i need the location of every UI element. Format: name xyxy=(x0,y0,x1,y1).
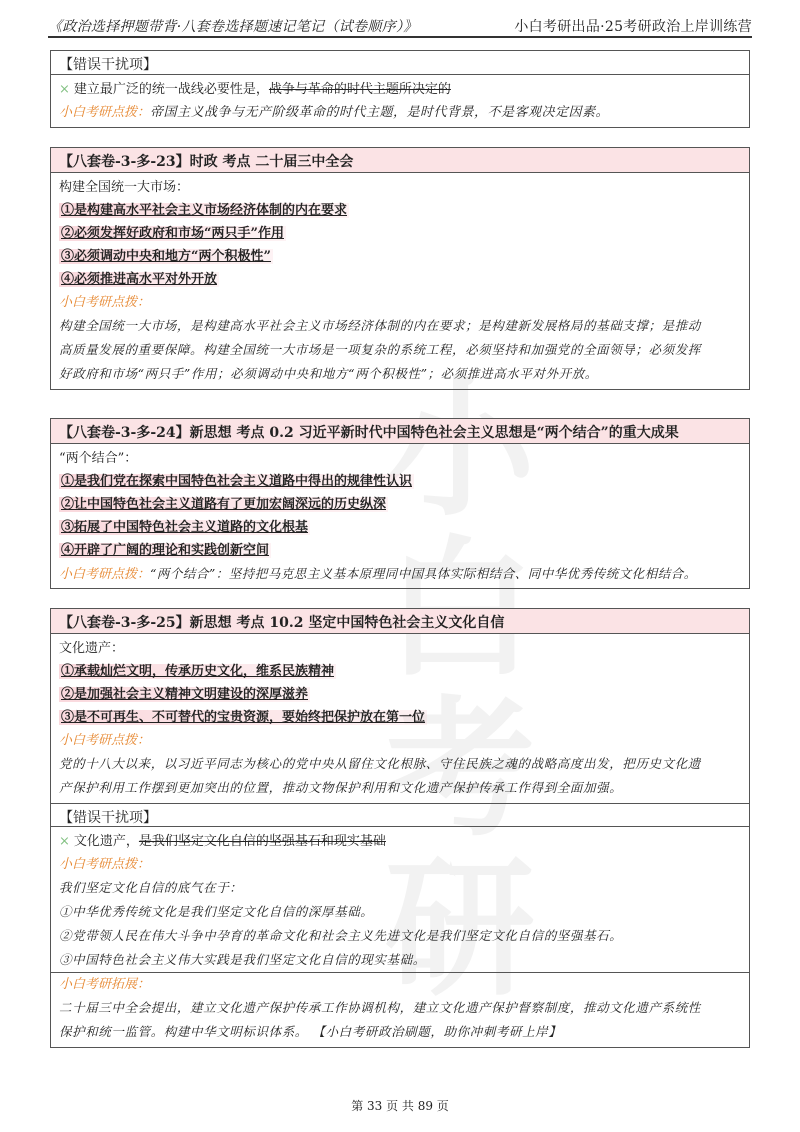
error-distractor-heading: 【错误干扰项】 xyxy=(51,51,749,75)
paragraph-line xyxy=(59,1020,741,1044)
comment-label: 小白考研点拨： xyxy=(59,105,151,120)
paragraph-text: 保护和统一监管。构建中华文明标识体系。 xyxy=(59,1024,308,1039)
wrong-option-text: 建立最广泛的统一战线必要性是， xyxy=(73,82,269,97)
header-title: 《政治选择押题带背·八套卷选择题速记笔记（试卷顺序）》 xyxy=(48,19,418,35)
question-heading-23: 【八套卷-3-多-23】时政 考点 二十届三中全会 xyxy=(51,148,749,173)
comment-label: 小白考研点拨： xyxy=(59,295,151,310)
paragraph-line: 构建全国统一大市场，是构建高水平社会主义市场经济体制的内在要求；是构建新发展格局的基础支撑；是推动 xyxy=(59,318,701,333)
paragraph-line: 高质量发展的重要保障。构建全国统一大市场是一项复杂的系统工程，必须坚持和加强党的全面领导；必须发挥 xyxy=(59,342,701,357)
question-heading-25: 【八套卷-3-多-25】新思想 考点 10.2 坚定中国特色社会主义文化自信 xyxy=(51,609,749,634)
comment-line xyxy=(59,101,741,124)
question-intro: 文化遗产： xyxy=(59,641,125,656)
cross-icon: × xyxy=(59,82,70,97)
wrong-option-text: 文化遗产， xyxy=(73,834,139,849)
wrong-option xyxy=(59,78,741,101)
option-item: ①是我们党在探索中国特色社会主义道路中得出的规律性认识 xyxy=(61,474,413,489)
paragraph-line: ①中华优秀传统文化是我们坚定文化自信的深厚基础。 xyxy=(59,904,374,919)
question-intro: 构建全国统一大市场： xyxy=(59,180,190,195)
paragraph-line: 二十届三中全会提出，建立文化遗产保护传承工作协调机构，建立文化遗产保护督察制度，推动文化遗产系统性 xyxy=(59,1000,701,1015)
wrong-option-struck: 战争与革命的时代主题所决定的 xyxy=(268,82,451,97)
question-box-23 xyxy=(50,147,750,390)
option-item: ③拓展了中国特色社会主义道路的文化根基 xyxy=(61,520,309,535)
paragraph-line: 产保护利用工作摆到更加突出的位置，推动文物保护利用和文化遗产保护传承工作得到全面加强。 xyxy=(59,780,623,795)
comment-label: 小白考研点拨： xyxy=(59,733,151,748)
question-heading-24: 【八套卷-3-多-24】新思想 考点 0.2 习近平新时代中国特色社会主义思想是“两个结合”的重大成果 xyxy=(51,419,749,444)
promo-text: 【小白考研政治刷题，助你冲刺考研上岸】 xyxy=(312,1024,562,1039)
wrong-explanation xyxy=(59,876,741,972)
question-box-24 xyxy=(50,418,750,589)
error-distractor-box xyxy=(50,50,750,128)
comment-text: 帝国主义战争与无产阶级革命的时代主题，是时代背景，不是客观决定因素。 xyxy=(150,105,610,120)
paragraph-line: 我们坚定文化自信的底气在于： xyxy=(59,880,243,895)
paragraph-line: ③中国特色社会主义伟大实践是我们坚定文化自信的现实基础。 xyxy=(59,952,426,967)
comment-text: “两个结合”：坚持把马克思主义基本原理同中国具体实际相结合、同中华优秀传统文化相结合。 xyxy=(150,566,697,581)
option-item: ②让中国特色社会主义道路有了更加宏阔深远的历史纵深 xyxy=(61,497,387,512)
header-brand: 小白考研出品·25考研政治上岸训练营 xyxy=(514,19,752,35)
watermark: 小 考研 xyxy=(384,363,535,1017)
option-item: ②是加强社会主义精神文明建设的深厚滋养 xyxy=(61,687,309,702)
option-item: ②必须发挥好政府和市场“两只手”作用 xyxy=(61,226,284,241)
paragraph-line: 好政府和市场“两只手”作用；必须调动中央和地方“两个积极性”；必须推进高水平对外开放。 xyxy=(59,366,598,381)
comment-paragraph xyxy=(59,752,741,800)
option-item: ①是构建高水平社会主义市场经济体制的内在要求 xyxy=(61,203,348,218)
question-box-25 xyxy=(50,608,750,1048)
option-item: ④必须推进高水平对外开放 xyxy=(61,272,218,287)
paragraph-line: ②党带领人民在伟大斗争中孕育的革命文化和社会主义先进文化是我们坚定文化自信的坚强基石。 xyxy=(59,928,623,943)
wrong-option xyxy=(59,830,741,853)
comment-paragraph xyxy=(59,314,741,386)
option-item: ③是不可再生、不可替代的宝贵资源，要始终把保护放在第一位 xyxy=(61,710,426,725)
option-item: ①承载灿烂文明，传承历史文化，维系民族精神 xyxy=(61,664,335,679)
cross-icon: × xyxy=(59,834,70,849)
page-number: 第 33 页 共 89 页 xyxy=(351,1099,449,1113)
option-item: ③必须调动中央和地方“两个积极性” xyxy=(61,249,271,264)
comment-line xyxy=(59,562,741,585)
option-item: ④开辟了广阔的理论和实践创新空间 xyxy=(61,543,270,558)
comment-label: 小白考研点拨： xyxy=(59,567,151,582)
extension-paragraph xyxy=(59,996,741,1044)
comment-label: 小白考研点拨： xyxy=(59,857,151,872)
wrong-option-struck: 是我们坚定文化自信的坚强基石和现实基础 xyxy=(138,834,386,849)
paragraph-line: 党的十八大以来，以习近平同志为核心的党中央从留住文化根脉、守住民族之魂的战略高度出发，把历史文化遗 xyxy=(59,756,701,771)
question-intro: “两个结合”： xyxy=(59,451,138,466)
error-distractor-heading: 【错误干扰项】 xyxy=(51,803,749,827)
extension-label: 小白考研拓展： xyxy=(51,972,749,996)
page-header xyxy=(48,14,752,38)
